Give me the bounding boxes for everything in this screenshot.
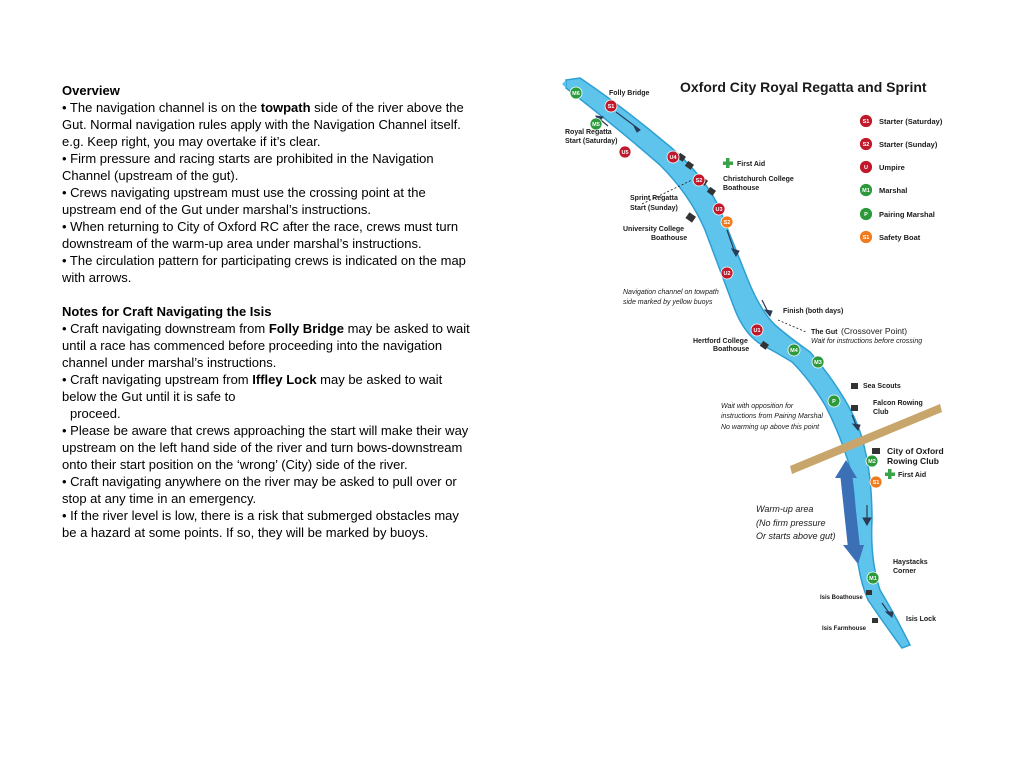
svg-text:U3: U3 <box>715 207 723 213</box>
svg-text:M3: M3 <box>814 360 822 366</box>
gut-instruction: Wait for instructions before crossing <box>811 338 923 345</box>
city-of-oxford-label: Rowing Club <box>887 456 939 466</box>
christchurch-label: Boathouse <box>723 185 760 192</box>
hertford-label: Boathouse <box>713 346 750 353</box>
isis-farmhouse-label: Isis Farmhouse <box>822 626 867 632</box>
legend-marker <box>860 231 873 244</box>
svg-text:U1: U1 <box>753 328 761 334</box>
svg-text:S2: S2 <box>723 220 731 226</box>
christchurch-label: Christchurch College <box>723 176 794 183</box>
legend-marker <box>860 184 873 197</box>
svg-text:M1: M1 <box>862 188 870 194</box>
svg-text:S1: S1 <box>862 235 870 241</box>
overview-bullet: • The circulation pattern for participating crews is indicated on the map with arrows. <box>62 253 466 285</box>
svg-text:P: P <box>864 212 868 218</box>
warm-up-note: Warm-up area <box>756 504 814 514</box>
pairing-note: No warming up above this point <box>721 424 820 431</box>
overview-heading: Overview <box>62 83 120 98</box>
river-channel-inlet <box>562 80 566 88</box>
legend-label: Starter (Saturday) <box>879 117 943 126</box>
notes-bullet: • If the river level is low, there is a risk that submerged obstacles may be a hazard at some points. If so, they will be marked by buoys. <box>62 508 459 540</box>
svg-text:S1: S1 <box>872 480 880 486</box>
first-aid-icon <box>885 469 895 479</box>
falcon-label: Club <box>873 409 889 416</box>
map-marker <box>788 344 800 356</box>
svg-text:S2: S2 <box>695 178 703 184</box>
svg-text:P: P <box>832 399 836 405</box>
haystacks-label: Haystacks <box>893 559 928 566</box>
svg-text:U5: U5 <box>621 150 629 156</box>
sea-scouts-label: Sea Scouts <box>863 383 901 390</box>
svg-text:S1: S1 <box>607 104 615 110</box>
royal-regatta-start-label: Royal Regatta <box>565 129 612 136</box>
first-aid-label: First Aid <box>898 472 927 479</box>
isis-boathouse-label: Isis Boathouse <box>820 595 863 601</box>
city-of-oxford-label: City of Oxford <box>887 446 944 456</box>
overview-bullet: • When returning to City of Oxford RC after the race, crews must turn downstream of the warm-up area under marshal’s instructions. <box>62 219 459 251</box>
svg-text:M6: M6 <box>572 91 580 97</box>
svg-text:U2: U2 <box>723 271 731 277</box>
svg-text:U4: U4 <box>669 155 677 161</box>
notes-bullet: • Please be aware that crews approaching the start will make their way upstream on the left hand side of the river and turn bows-downstream onto their start position on the ‘wrong’ (City) side of the river. <box>62 423 469 472</box>
folly-bridge-label: Folly Bridge <box>609 90 650 97</box>
notes-bullet: • Craft navigating downstream from Folly Bridge may be asked to wait until a race has commenced before proceeding into the navigation channel under marshal’s instructions. <box>62 321 470 370</box>
sprint-start-label: Start (Sunday) <box>630 205 678 212</box>
warm-up-note: (No firm pressure <box>756 518 826 528</box>
legend-label: Umpire <box>879 163 905 172</box>
pairing-note: Wait with opposition for <box>721 403 794 410</box>
svg-text:S2: S2 <box>862 142 870 148</box>
hertford-label: Hertford College <box>693 338 748 345</box>
notes-bullet: • Craft navigating anywhere on the river may be asked to pull over or stop at any time in an emergency. <box>62 474 457 506</box>
isis-lock-label: Isis Lock <box>906 616 936 623</box>
first-aid-icon <box>723 158 733 168</box>
svg-text:M2: M2 <box>868 459 876 465</box>
haystacks-label: Corner <box>893 568 916 575</box>
the-gut-label: The Gut <box>811 329 838 336</box>
university-college-label: University College <box>623 226 685 233</box>
map-marker <box>605 100 617 112</box>
map-marker <box>619 146 631 158</box>
map-marker <box>867 572 879 584</box>
svg-text:M5: M5 <box>592 122 600 128</box>
map-marker <box>667 151 679 163</box>
university-college-label: Boathouse <box>651 235 688 242</box>
overview-bullet: • Crews navigating upstream must use the crossing point at the upstream end of the Gut under marshal’s instructions. <box>62 185 426 217</box>
svg-text:M1: M1 <box>869 576 877 582</box>
falcon-label: Falcon Rowing <box>873 400 923 407</box>
first-aid-label: First Aid <box>737 161 766 168</box>
legend-marker <box>860 208 873 221</box>
map-marker <box>812 356 824 368</box>
legend-label: Marshal <box>879 186 908 195</box>
svg-text:S1: S1 <box>862 119 870 125</box>
map-marker <box>866 455 878 467</box>
map-marker <box>721 216 733 228</box>
map-title: Oxford City Royal Regatta and Sprint <box>680 79 927 95</box>
notes-bullet: • Craft navigating upstream from Iffley Lock may be asked to wait below the Gut until it is safe to <box>62 372 443 404</box>
finish-label: Finish (both days) <box>783 308 844 315</box>
legend <box>860 115 943 244</box>
warm-up-note: Or starts above gut) <box>756 531 836 541</box>
svg-text:M4: M4 <box>790 348 798 354</box>
map-marker <box>751 324 763 336</box>
legend-marker <box>860 138 873 151</box>
notes-heading: Notes for Craft Navigating the Isis <box>62 304 272 319</box>
svg-text:U: U <box>864 165 868 171</box>
map-marker <box>828 395 840 407</box>
sprint-start-label: Sprint Regatta <box>630 195 678 202</box>
pairing-note: instructions from Pairing Marshal <box>721 413 823 420</box>
legend-label: Safety Boat <box>879 233 921 242</box>
royal-regatta-start-label: Start (Saturday) <box>565 138 618 145</box>
map-marker <box>693 174 705 186</box>
overview-bullet: • The navigation channel is on the towpath side of the river above the Gut. Normal navigation rules apply with the Navigation Channel itself. e.g. Keep right, you may overtake if it’s clear. <box>62 100 464 149</box>
legend-label: Starter (Sunday) <box>879 140 938 149</box>
map-marker <box>721 267 733 279</box>
map-marker <box>870 476 882 488</box>
map-marker <box>713 203 725 215</box>
crossover-point-label: (Crossover Point) <box>841 326 908 336</box>
legend-label: Pairing Marshal <box>879 210 935 219</box>
nav-channel-note: Navigation channel on towpath <box>623 289 719 296</box>
legend-marker <box>860 161 873 174</box>
map-marker <box>570 87 582 99</box>
notes-bullet-continuation: proceed. <box>70 406 121 421</box>
nav-channel-note: side marked by yellow buoys <box>623 299 713 306</box>
legend-marker <box>860 115 873 128</box>
overview-bullet: • Firm pressure and racing starts are prohibited in the Navigation Channel (upstream of the gut). <box>62 151 434 183</box>
